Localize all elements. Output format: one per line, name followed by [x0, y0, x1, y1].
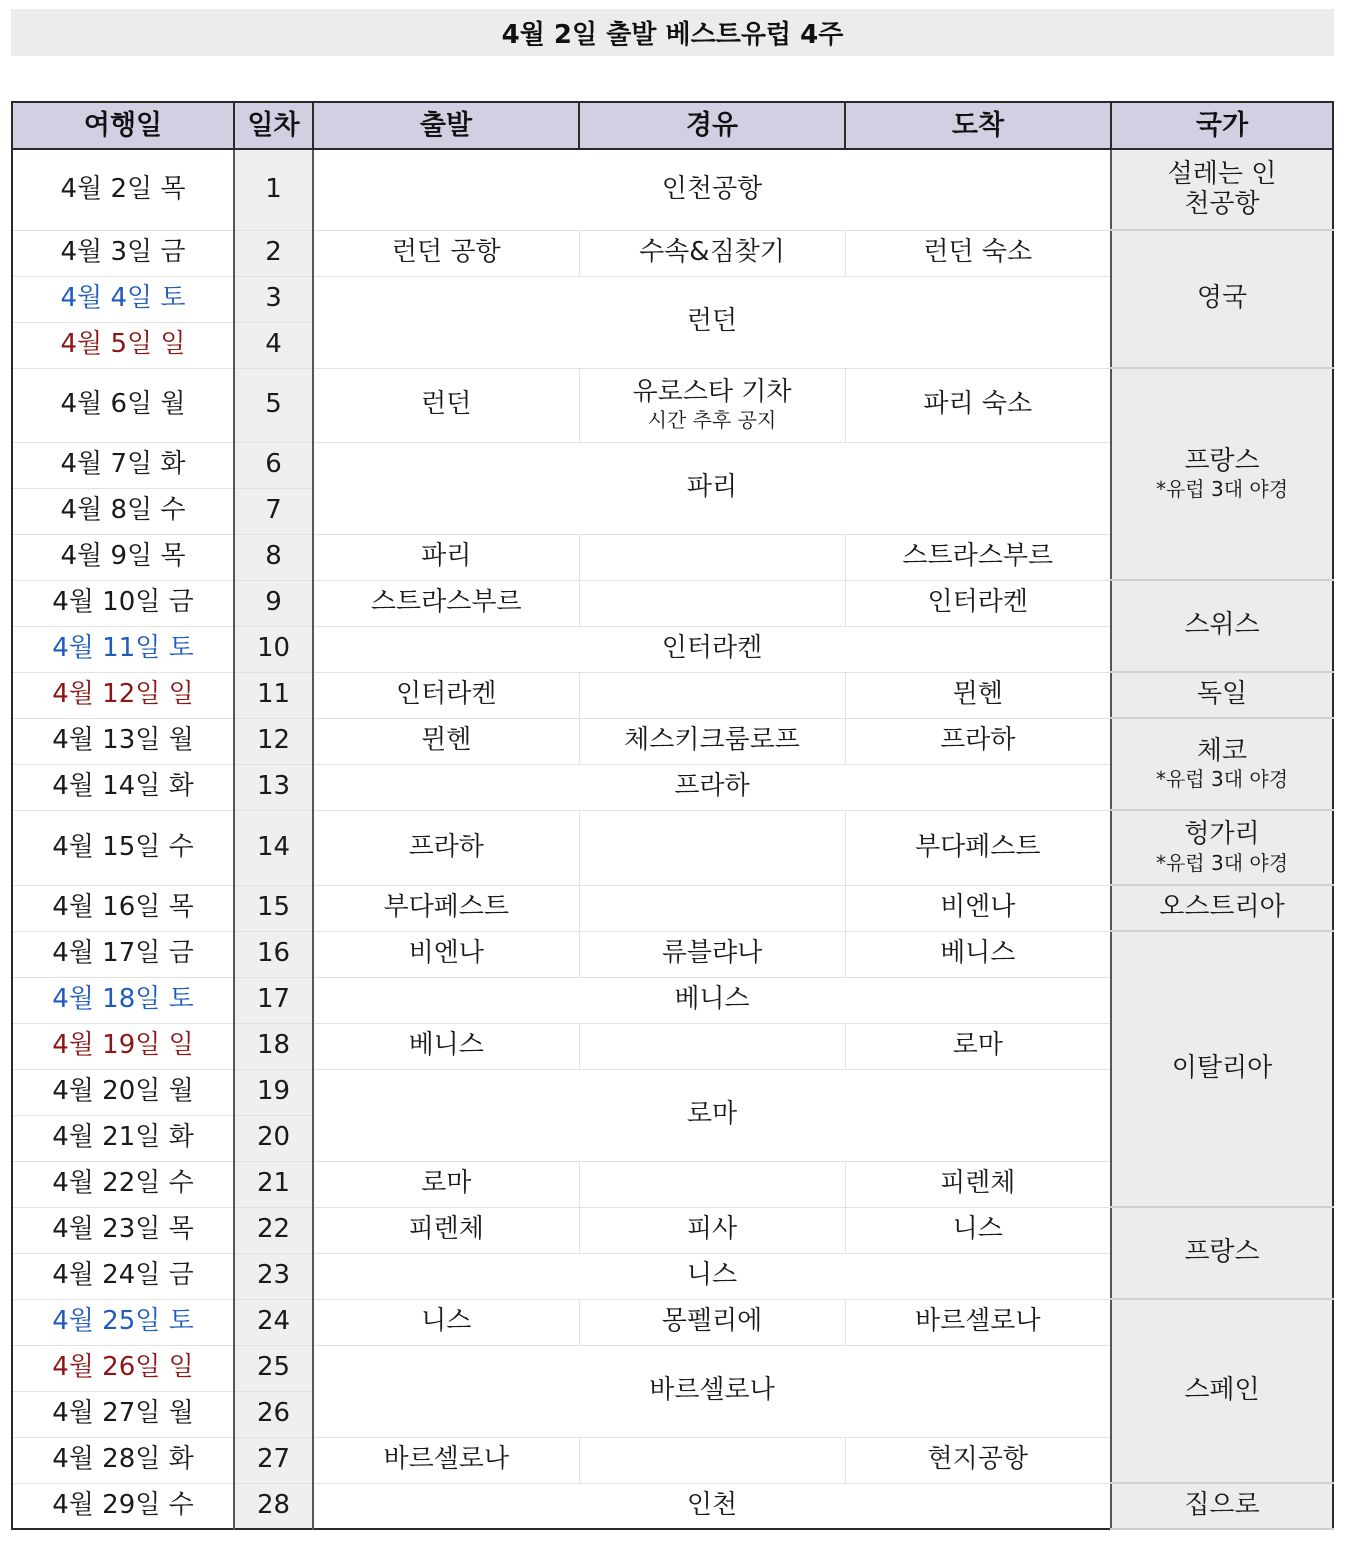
departure-cell: 파리: [313, 534, 579, 580]
day-cell: 2: [234, 230, 313, 276]
country-cell: 집으로: [1111, 1483, 1333, 1529]
date-cell: 4월 20일 월: [12, 1069, 234, 1115]
via-cell: 수속&짐찾기: [579, 230, 845, 276]
route-cell: 프라하: [313, 764, 1111, 810]
day-cell: 7: [234, 488, 313, 534]
arrival-cell: 스트라스부르: [845, 534, 1111, 580]
via-cell: [579, 885, 845, 931]
arrival-cell: 니스: [845, 1207, 1111, 1253]
departure-cell: 바르셀로나: [313, 1437, 579, 1483]
day-cell: 20: [234, 1115, 313, 1161]
via-cell: [579, 1023, 845, 1069]
date-cell: 4월 8일 수: [12, 488, 234, 534]
header-travel-date: 여행일: [12, 102, 234, 149]
day-cell: 12: [234, 718, 313, 764]
date-cell: 4월 10일 금: [12, 580, 234, 626]
date-cell: 4월 21일 화: [12, 1115, 234, 1161]
day-cell: 13: [234, 764, 313, 810]
table-header-row: [12, 102, 1333, 149]
day-cell: 3: [234, 276, 313, 322]
day-cell: 10: [234, 626, 313, 672]
arrival-cell: 피렌체: [845, 1161, 1111, 1207]
route-cell: 런던: [313, 276, 1111, 368]
date-cell: 4월 25일 토: [12, 1299, 234, 1345]
country-note: *유럽 3대 야경: [1155, 767, 1289, 792]
date-cell: 4월 18일 토: [12, 977, 234, 1023]
page-title: 4월 2일 출발 베스트유럽 4주: [11, 9, 1334, 56]
departure-cell: 프라하: [313, 810, 579, 885]
country-name: 프랑스: [1184, 445, 1260, 476]
arrival-cell: 프라하: [845, 718, 1111, 764]
route-cell: 파리: [313, 442, 1111, 534]
arrival-cell: 파리 숙소: [845, 368, 1111, 442]
itinerary-table: [11, 101, 1334, 1530]
date-cell: 4월 7일 화: [12, 442, 234, 488]
day-cell: 4: [234, 322, 313, 368]
departure-cell: 로마: [313, 1161, 579, 1207]
date-cell: 4월 14일 화: [12, 764, 234, 810]
date-cell: 4월 24일 금: [12, 1253, 234, 1299]
via-cell: [579, 672, 845, 718]
departure-cell: 니스: [313, 1299, 579, 1345]
arrival-cell: 비엔나: [845, 885, 1111, 931]
day-cell: 27: [234, 1437, 313, 1483]
date-cell: 4월 29일 수: [12, 1483, 234, 1529]
date-cell: 4월 23일 목: [12, 1207, 234, 1253]
date-cell: 4월 16일 목: [12, 885, 234, 931]
table-row: [12, 230, 1333, 276]
arrival-cell: 부다페스트: [845, 810, 1111, 885]
country-cell: 프랑스: [1111, 1207, 1333, 1299]
departure-cell: 부다페스트: [313, 885, 579, 931]
country-cell: 스페인: [1111, 1299, 1333, 1483]
departure-cell: 스트라스부르: [313, 580, 579, 626]
country-cell: [1111, 718, 1333, 810]
header-departure: 출발: [313, 102, 579, 149]
date-cell: 4월 5일 일: [12, 322, 234, 368]
country-cell: 이탈리아: [1111, 931, 1333, 1207]
via-label: 유로스타 기차: [632, 376, 792, 407]
day-cell: 1: [234, 149, 313, 230]
country-cell: [1111, 149, 1333, 230]
day-cell: 24: [234, 1299, 313, 1345]
day-cell: 15: [234, 885, 313, 931]
country-note: *유럽 3대 야경: [1155, 850, 1289, 875]
table-row: [12, 149, 1333, 230]
table-row: [12, 1207, 1333, 1253]
date-cell: 4월 28일 화: [12, 1437, 234, 1483]
date-cell: 4월 9일 목: [12, 534, 234, 580]
day-cell: 8: [234, 534, 313, 580]
date-cell: 4월 12일 일: [12, 672, 234, 718]
date-cell: 4월 11일 토: [12, 626, 234, 672]
route-cell: 니스: [313, 1253, 1111, 1299]
route-cell: 인천: [313, 1483, 1111, 1529]
day-cell: 9: [234, 580, 313, 626]
table-row: [12, 368, 1333, 442]
date-cell: 4월 3일 금: [12, 230, 234, 276]
route-cell: 베니스: [313, 977, 1111, 1023]
table-row: [12, 1483, 1333, 1529]
country-cell: [1111, 368, 1333, 580]
day-cell: 25: [234, 1345, 313, 1391]
country-cell: 스위스: [1111, 580, 1333, 672]
date-cell: 4월 26일 일: [12, 1345, 234, 1391]
table-row: [12, 672, 1333, 718]
departure-cell: 피렌체: [313, 1207, 579, 1253]
table-row: [12, 1299, 1333, 1345]
country-cell: 영국: [1111, 230, 1333, 368]
table-row: [12, 810, 1333, 885]
date-cell: 4월 15일 수: [12, 810, 234, 885]
route-cell: 바르셀로나: [313, 1345, 1111, 1437]
via-cell: 피사: [579, 1207, 845, 1253]
departure-cell: 런던 공항: [313, 230, 579, 276]
via-cell: [579, 1161, 845, 1207]
country-cell: [1111, 810, 1333, 885]
header-via: 경유: [579, 102, 845, 149]
date-cell: 4월 13일 월: [12, 718, 234, 764]
departure-cell: 뮌헨: [313, 718, 579, 764]
day-cell: 6: [234, 442, 313, 488]
country-name: 체코: [1196, 735, 1248, 766]
day-cell: 23: [234, 1253, 313, 1299]
date-cell: 4월 19일 일: [12, 1023, 234, 1069]
day-cell: 17: [234, 977, 313, 1023]
arrival-cell: 바르셀로나: [845, 1299, 1111, 1345]
table-row: [12, 931, 1333, 977]
country-name: 헝가리: [1184, 819, 1260, 850]
via-cell: 몽펠리에: [579, 1299, 845, 1345]
country-note: *유럽 3대 야경: [1155, 477, 1289, 502]
date-cell: 4월 27일 월: [12, 1391, 234, 1437]
day-cell: 26: [234, 1391, 313, 1437]
arrival-cell: 인터라켄: [845, 580, 1111, 626]
table-row: [12, 580, 1333, 626]
date-cell: 4월 4일 토: [12, 276, 234, 322]
departure-cell: 비엔나: [313, 931, 579, 977]
via-cell: 류블랴나: [579, 931, 845, 977]
arrival-cell: 현지공항: [845, 1437, 1111, 1483]
route-cell: 로마: [313, 1069, 1111, 1161]
table-row: [12, 885, 1333, 931]
via-cell: [579, 534, 845, 580]
via-cell: [579, 580, 845, 626]
departure-cell: 베니스: [313, 1023, 579, 1069]
day-cell: 16: [234, 931, 313, 977]
arrival-cell: 베니스: [845, 931, 1111, 977]
day-cell: 18: [234, 1023, 313, 1069]
day-cell: 28: [234, 1483, 313, 1529]
departure-cell: 런던: [313, 368, 579, 442]
country-name: 설레는 인천공항: [1167, 158, 1277, 219]
via-cell: [579, 810, 845, 885]
header-day-number: 일차: [234, 102, 313, 149]
header-arrival: 도착: [845, 102, 1111, 149]
via-cell: 체스키크룸로프: [579, 718, 845, 764]
date-cell: 4월 6일 월: [12, 368, 234, 442]
date-cell: 4월 22일 수: [12, 1161, 234, 1207]
via-cell: [579, 368, 845, 442]
header-country: 국가: [1111, 102, 1333, 149]
date-cell: 4월 17일 금: [12, 931, 234, 977]
day-cell: 21: [234, 1161, 313, 1207]
table-row: [12, 718, 1333, 764]
day-cell: 14: [234, 810, 313, 885]
day-cell: 11: [234, 672, 313, 718]
country-cell: 오스트리아: [1111, 885, 1333, 931]
date-cell: 4월 2일 목: [12, 149, 234, 230]
via-note: 시간 추후 공지: [647, 408, 777, 433]
day-cell: 19: [234, 1069, 313, 1115]
route-cell: 인천공항: [313, 149, 1111, 230]
day-cell: 22: [234, 1207, 313, 1253]
via-cell: [579, 1437, 845, 1483]
arrival-cell: 런던 숙소: [845, 230, 1111, 276]
arrival-cell: 로마: [845, 1023, 1111, 1069]
arrival-cell: 뮌헨: [845, 672, 1111, 718]
day-cell: 5: [234, 368, 313, 442]
route-cell: 인터라켄: [313, 626, 1111, 672]
departure-cell: 인터라켄: [313, 672, 579, 718]
country-cell: 독일: [1111, 672, 1333, 718]
